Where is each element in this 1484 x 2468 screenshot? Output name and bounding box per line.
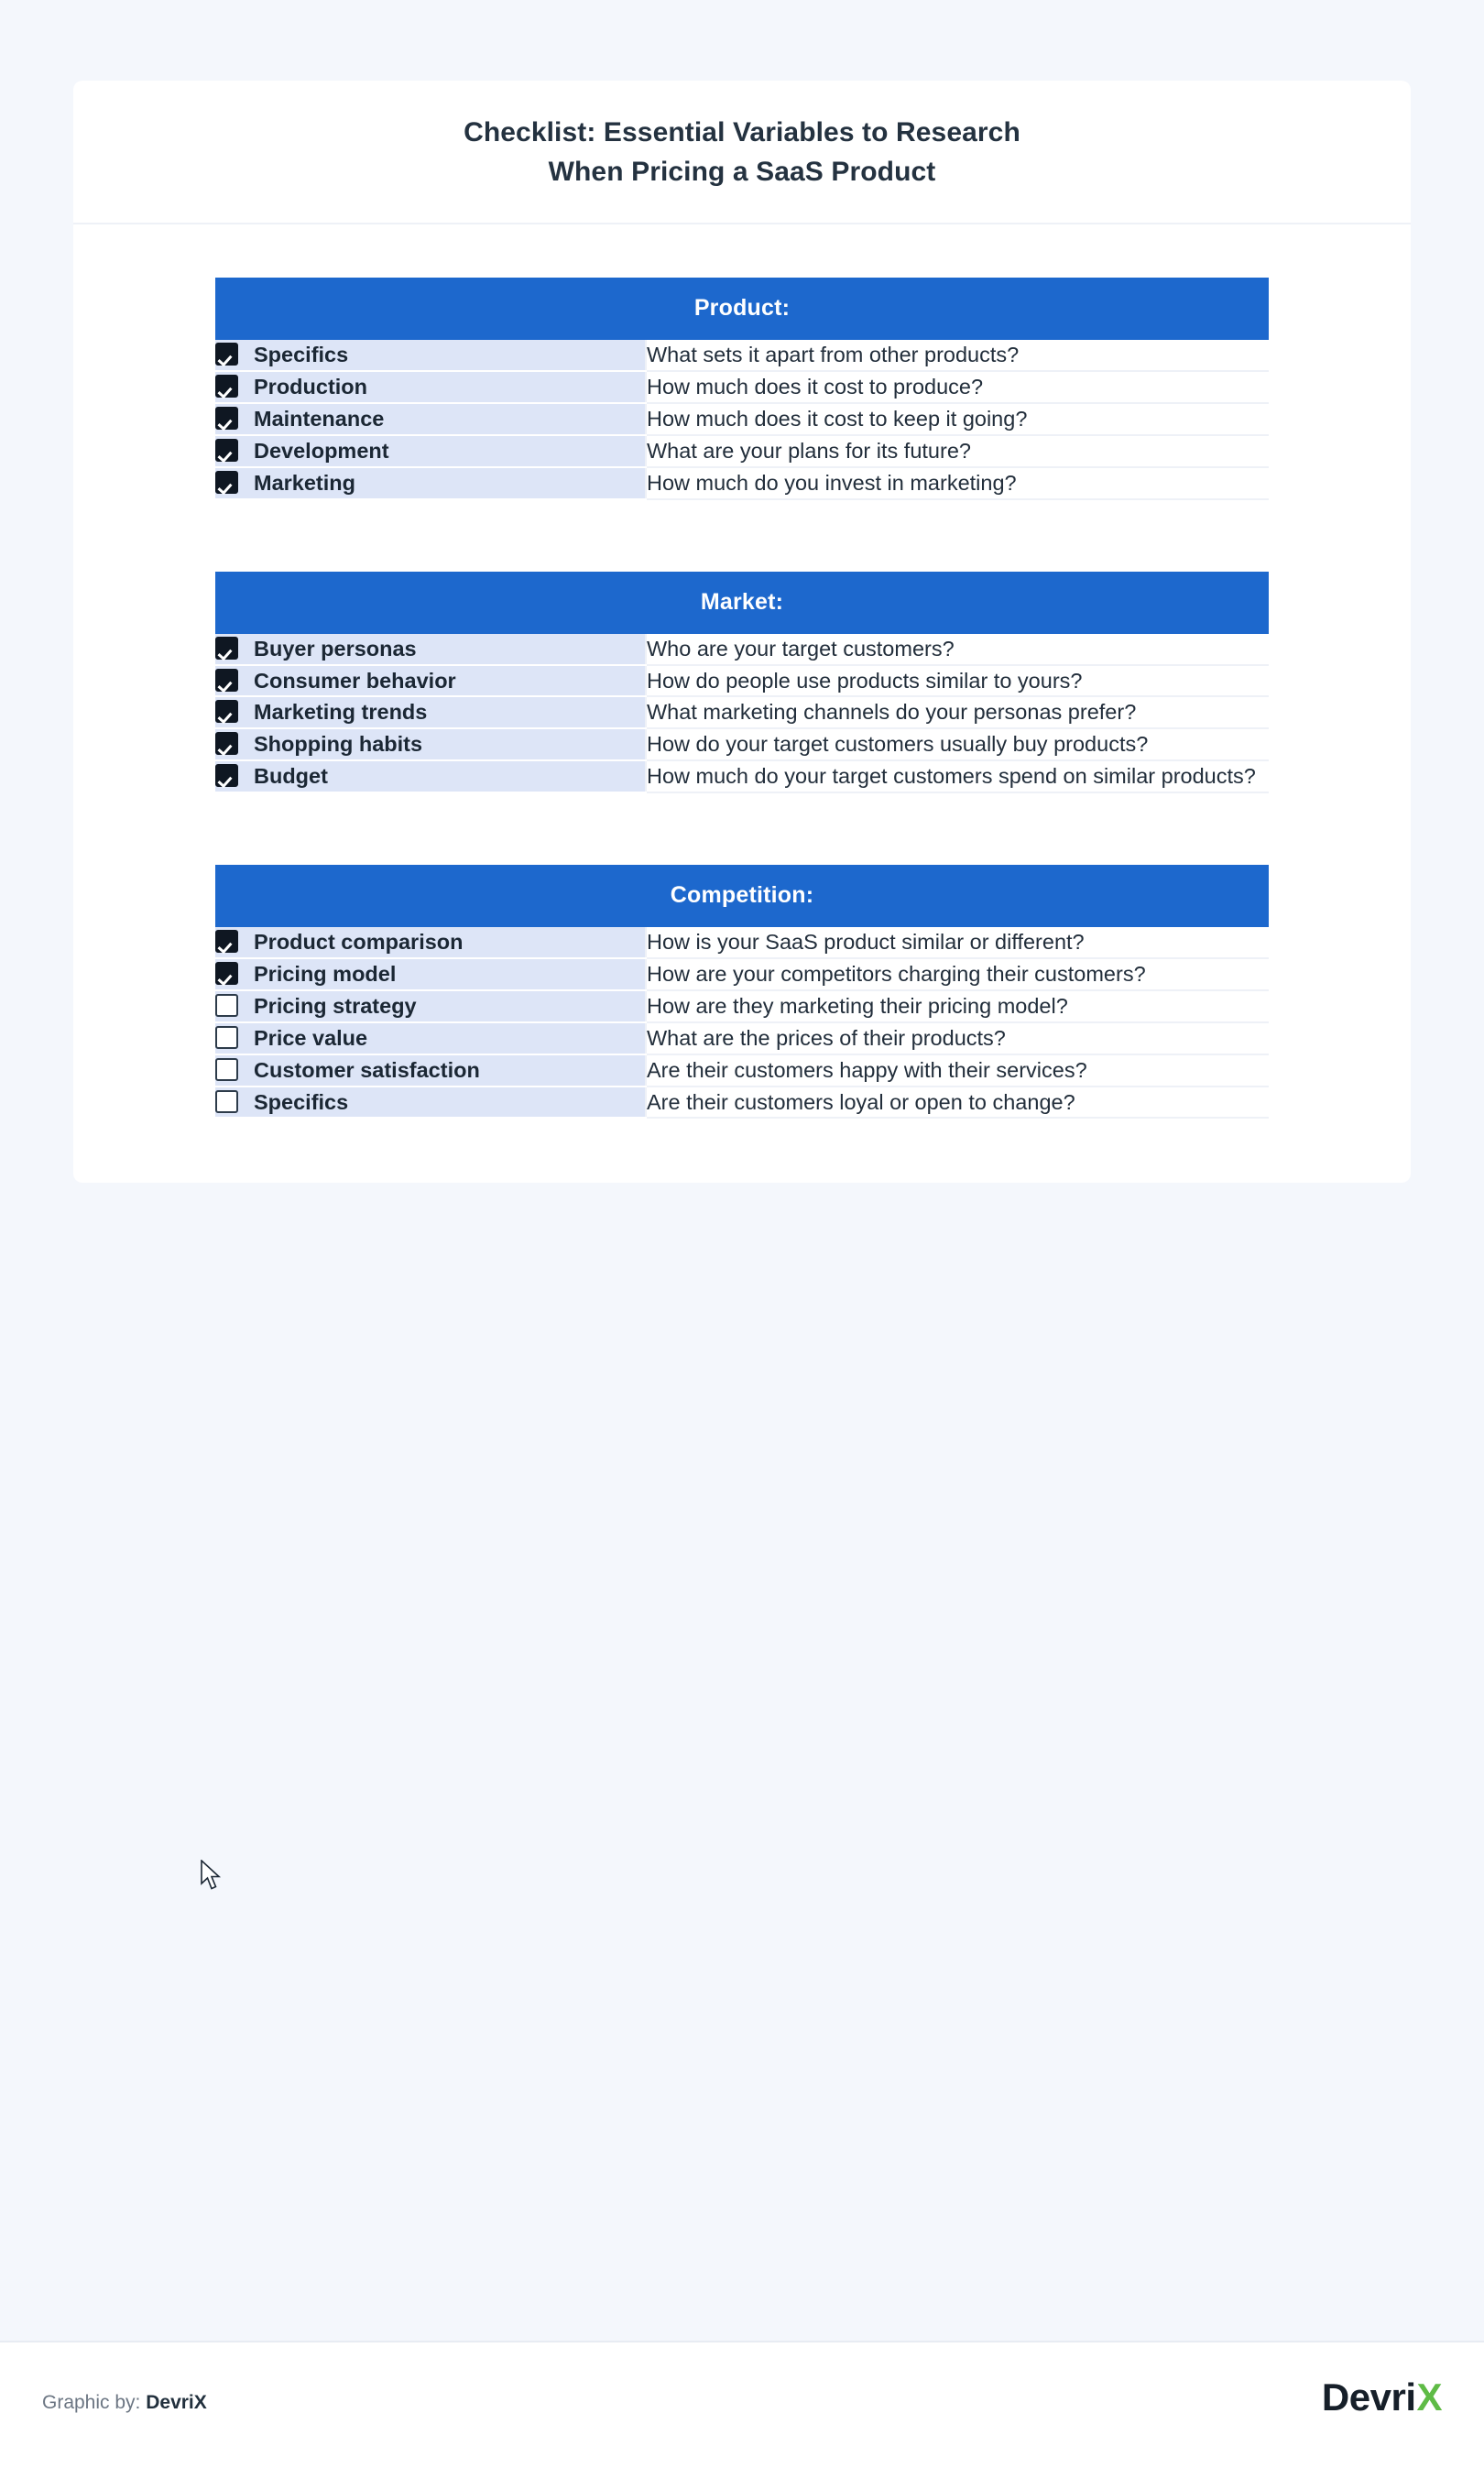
row-label: Production bbox=[254, 375, 368, 399]
row-question: Are their customers loyal or open to change? bbox=[647, 1089, 1075, 1114]
checkbox-unchecked-icon[interactable] bbox=[215, 1090, 238, 1113]
row-label: Budget bbox=[254, 764, 328, 789]
table-row[interactable] bbox=[215, 435, 1269, 467]
row-question: How is your SaaS product similar or different? bbox=[647, 930, 1085, 955]
row-label: Specifics bbox=[254, 343, 349, 367]
row-question: What sets it apart from other products? bbox=[647, 343, 1020, 367]
row-question: Are their customers happy with their services? bbox=[647, 1057, 1087, 1082]
table-row[interactable] bbox=[215, 1087, 1269, 1119]
row-question-cell bbox=[646, 1087, 1269, 1119]
row-label-cell[interactable] bbox=[215, 1022, 646, 1054]
row-question: How much does it cost to produce? bbox=[647, 375, 984, 399]
table-row[interactable] bbox=[215, 1022, 1269, 1054]
credit-text bbox=[42, 2392, 207, 2414]
checkbox-checked-icon[interactable] bbox=[215, 764, 238, 787]
row-label-cell[interactable] bbox=[215, 696, 646, 728]
table-row[interactable] bbox=[215, 634, 1269, 665]
row-question-cell bbox=[646, 435, 1269, 467]
checklist-table bbox=[215, 634, 1269, 793]
row-question-cell bbox=[646, 340, 1269, 371]
checkbox-checked-icon[interactable] bbox=[215, 700, 238, 723]
checklist-sections bbox=[73, 224, 1411, 1183]
checkbox-checked-icon[interactable] bbox=[215, 637, 238, 660]
table-row[interactable] bbox=[215, 340, 1269, 371]
checklist-table bbox=[215, 927, 1269, 1119]
row-question: What marketing channels do your personas prefer? bbox=[647, 700, 1137, 725]
row-question: How are they marketing their pricing model? bbox=[647, 993, 1068, 1018]
row-question-cell bbox=[646, 696, 1269, 728]
row-label-cell[interactable] bbox=[215, 435, 646, 467]
footer bbox=[0, 2341, 1484, 2468]
row-label: Development bbox=[254, 438, 389, 463]
row-label: Customer satisfaction bbox=[254, 1057, 480, 1082]
checklist-section-market bbox=[215, 572, 1269, 793]
page-title-line-2: When Pricing a SaaS Product bbox=[548, 156, 936, 187]
checkbox-checked-icon[interactable] bbox=[215, 669, 238, 692]
checklist-card bbox=[73, 81, 1411, 1183]
checklist-table bbox=[215, 340, 1269, 499]
row-label-cell[interactable] bbox=[215, 371, 646, 403]
row-label-cell[interactable] bbox=[215, 340, 646, 371]
table-row[interactable] bbox=[215, 371, 1269, 403]
row-question-cell bbox=[646, 371, 1269, 403]
row-label-cell[interactable] bbox=[215, 665, 646, 697]
table-row[interactable] bbox=[215, 1054, 1269, 1087]
checkbox-checked-icon[interactable] bbox=[215, 407, 238, 430]
row-question: Who are your target customers? bbox=[647, 636, 955, 661]
table-row[interactable] bbox=[215, 958, 1269, 990]
row-label: Pricing strategy bbox=[254, 993, 417, 1018]
section-heading: Market: bbox=[215, 572, 1269, 634]
row-question-cell bbox=[646, 634, 1269, 665]
row-question-cell bbox=[646, 760, 1269, 792]
logo-accent-x: X bbox=[1416, 2375, 1442, 2419]
row-question-cell bbox=[646, 990, 1269, 1022]
credit-brand: DevriX bbox=[146, 2392, 207, 2413]
row-question: What are the prices of their products? bbox=[647, 1025, 1006, 1050]
row-label-cell[interactable] bbox=[215, 728, 646, 760]
section-heading: Competition: bbox=[215, 865, 1269, 927]
page-title-line-1: Checklist: Essential Variables to Research bbox=[464, 117, 1020, 147]
row-label-cell[interactable] bbox=[215, 403, 646, 435]
row-question-cell bbox=[646, 927, 1269, 958]
row-label: Consumer behavior bbox=[254, 668, 456, 693]
table-row[interactable] bbox=[215, 990, 1269, 1022]
devrix-logo bbox=[1322, 2375, 1442, 2419]
row-question: How much does it cost to keep it going? bbox=[647, 406, 1028, 431]
logo-text: Devri bbox=[1321, 2375, 1416, 2419]
table-row[interactable] bbox=[215, 760, 1269, 792]
row-question: How are your competitors charging their customers? bbox=[647, 961, 1146, 986]
row-label: Pricing model bbox=[254, 961, 397, 986]
row-label-cell[interactable] bbox=[215, 760, 646, 792]
row-question: How much do you invest in marketing? bbox=[647, 470, 1017, 495]
row-label-cell[interactable] bbox=[215, 634, 646, 665]
row-label: Buyer personas bbox=[254, 636, 417, 661]
page-title bbox=[73, 81, 1411, 224]
table-row[interactable] bbox=[215, 467, 1269, 499]
checklist-section-product bbox=[215, 278, 1269, 499]
section-heading: Product: bbox=[215, 278, 1269, 340]
table-row[interactable] bbox=[215, 728, 1269, 760]
checkbox-unchecked-icon[interactable] bbox=[215, 1058, 238, 1081]
checkbox-checked-icon[interactable] bbox=[215, 439, 238, 462]
row-label: Price value bbox=[254, 1025, 368, 1050]
checkbox-checked-icon[interactable] bbox=[215, 930, 238, 953]
table-row[interactable] bbox=[215, 403, 1269, 435]
row-question-cell bbox=[646, 728, 1269, 760]
checkbox-checked-icon[interactable] bbox=[215, 343, 238, 366]
row-question: How much do your target customers spend on similar products? bbox=[647, 764, 1256, 789]
row-question: How do your target customers usually buy products? bbox=[647, 732, 1149, 757]
row-label: Product comparison bbox=[254, 930, 464, 955]
row-question-cell bbox=[646, 665, 1269, 697]
row-label-cell[interactable] bbox=[215, 990, 646, 1022]
table-row[interactable] bbox=[215, 665, 1269, 697]
checkbox-unchecked-icon[interactable] bbox=[215, 1026, 238, 1049]
row-label-cell[interactable] bbox=[215, 927, 646, 958]
row-label-cell[interactable] bbox=[215, 1087, 646, 1119]
table-row[interactable] bbox=[215, 696, 1269, 728]
row-label: Marketing bbox=[254, 470, 355, 495]
row-question-cell bbox=[646, 403, 1269, 435]
row-label-cell[interactable] bbox=[215, 958, 646, 990]
row-label: Maintenance bbox=[254, 406, 385, 431]
row-label: Shopping habits bbox=[254, 732, 423, 757]
checkbox-checked-icon[interactable] bbox=[215, 471, 238, 494]
mouse-cursor-icon bbox=[200, 1860, 224, 1891]
row-label-cell[interactable] bbox=[215, 1054, 646, 1087]
row-question: What are your plans for its future? bbox=[647, 438, 971, 463]
row-label-cell[interactable] bbox=[215, 467, 646, 499]
row-question-cell bbox=[646, 1054, 1269, 1087]
checkbox-checked-icon[interactable] bbox=[215, 732, 238, 755]
row-question-cell bbox=[646, 467, 1269, 499]
table-row[interactable] bbox=[215, 927, 1269, 958]
checkbox-checked-icon[interactable] bbox=[215, 375, 238, 398]
row-label: Marketing trends bbox=[254, 700, 428, 725]
row-label: Specifics bbox=[254, 1089, 349, 1114]
checklist-section-competition bbox=[215, 865, 1269, 1119]
row-question: How do people use products similar to yours? bbox=[647, 668, 1083, 693]
checkbox-checked-icon[interactable] bbox=[215, 962, 238, 985]
row-question-cell bbox=[646, 1022, 1269, 1054]
row-question-cell bbox=[646, 958, 1269, 990]
checkbox-unchecked-icon[interactable] bbox=[215, 994, 238, 1017]
credit-prefix: Graphic by: bbox=[42, 2392, 141, 2413]
